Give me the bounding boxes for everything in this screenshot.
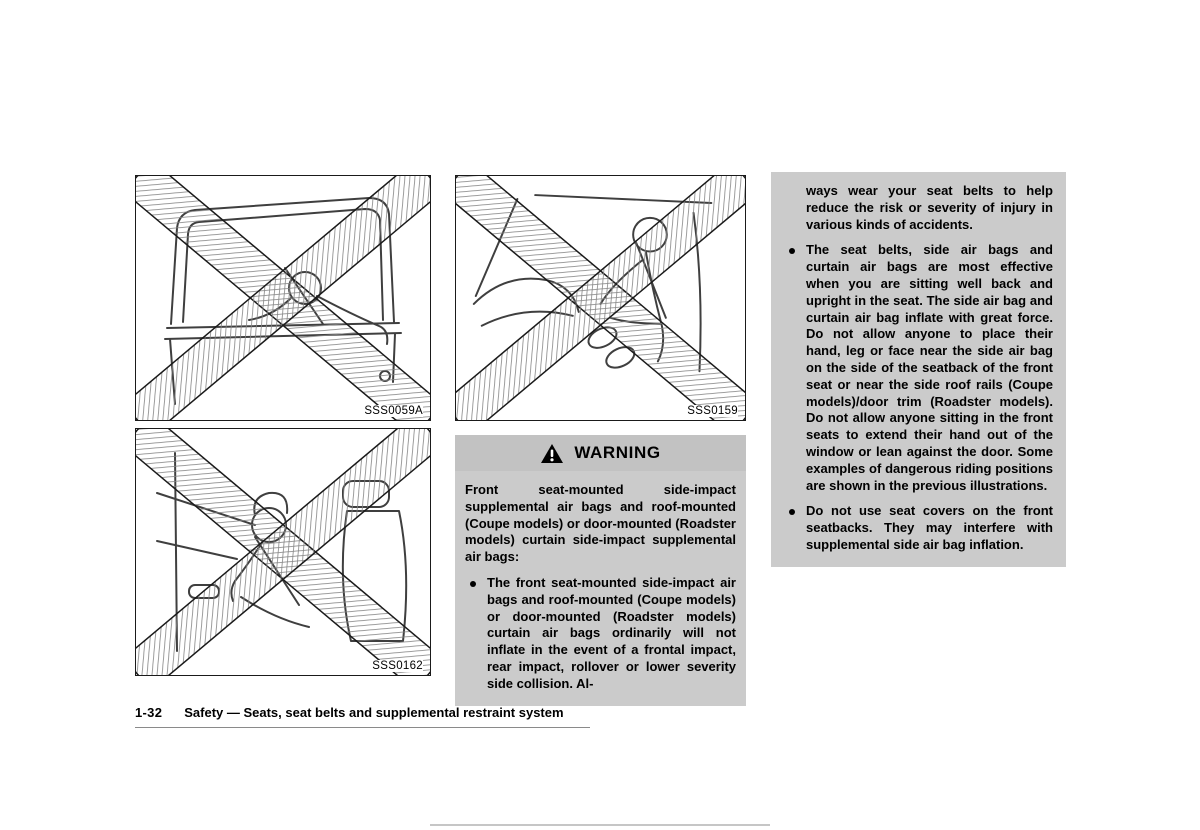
figure-illustration-feet-on-dash: [456, 176, 745, 420]
warning-bullet: [784, 242, 1053, 494]
prohibited-x-bands-icon: [136, 429, 430, 675]
figure-label: SSS0162: [368, 660, 423, 672]
warning-bullet-text: Do not use seat covers on the front seatbacks. They may interfere with supplemental side air bag inflation.: [806, 503, 1053, 552]
figure-label: SSS0059A: [360, 405, 423, 417]
page-footer: [135, 705, 590, 728]
warning-bullet: [465, 575, 736, 693]
figure-sss0059a: [135, 175, 431, 421]
bullet-dot: [470, 581, 476, 587]
figure-label: SSS0159: [683, 405, 738, 417]
bullet-dot: [789, 509, 795, 515]
figure-illustration-window-lean: [136, 176, 430, 420]
bullet-dot: [789, 248, 795, 254]
warning-triangle-icon: [540, 443, 564, 464]
page-edge-mark: [430, 824, 770, 826]
figure-illustration-door-lean: [136, 429, 430, 675]
continuation-text: ways wear your seat belts to help reduce the risk or severity of injury in various kinds of accidents.: [806, 183, 1053, 232]
warning-panel: [455, 435, 746, 706]
warning-continuation-panel: [771, 172, 1066, 567]
warning-bullet: [784, 503, 1053, 553]
prohibited-x-bands-icon: [456, 176, 745, 420]
warning-intro-text: Front seat-mounted side-impact supplemental air bags and roof-mounted (Coupe models) or door-mounted (Roadster models) curtain side-impact supplemental air bags:: [465, 482, 736, 565]
warning-header: [455, 435, 746, 471]
figure-sss0162: [135, 428, 431, 676]
page-number: 1-32: [135, 705, 163, 720]
footer-section-title: Safety — Seats, seat belts and supplemental restraint system: [184, 705, 564, 720]
warning-title: WARNING: [574, 443, 661, 462]
warning-bullet-text: The front seat-mounted side-impact air bags and roof-mounted (Coupe models) or door-mounted (Roadster models) curtain air bags ordinarily will not inflate in the event of a frontal impact, rear impact, rollover or lower severity side collision. Al-: [487, 574, 736, 691]
figure-sss0159: [455, 175, 746, 421]
prohibited-x-bands-icon: [136, 176, 430, 420]
warning-bullet-text: The seat belts, side air bags and curtain air bags are most effective when you are sitting well back and upright in the seat. The side air bag and curtain air bag inflate with great force. Do not allow anyone to place their hand, leg or face near the side air bag on the side of the seatback of the front seat or near the side roof rails (Coupe models)/door trim (Roadster models). Do not allow anyone sitting in the front seats to extend their hand out of the window or lean against the door. Some examples of dangerous riding positions are shown in the previous illustrations.: [806, 242, 1053, 493]
warning-body: [455, 471, 746, 706]
